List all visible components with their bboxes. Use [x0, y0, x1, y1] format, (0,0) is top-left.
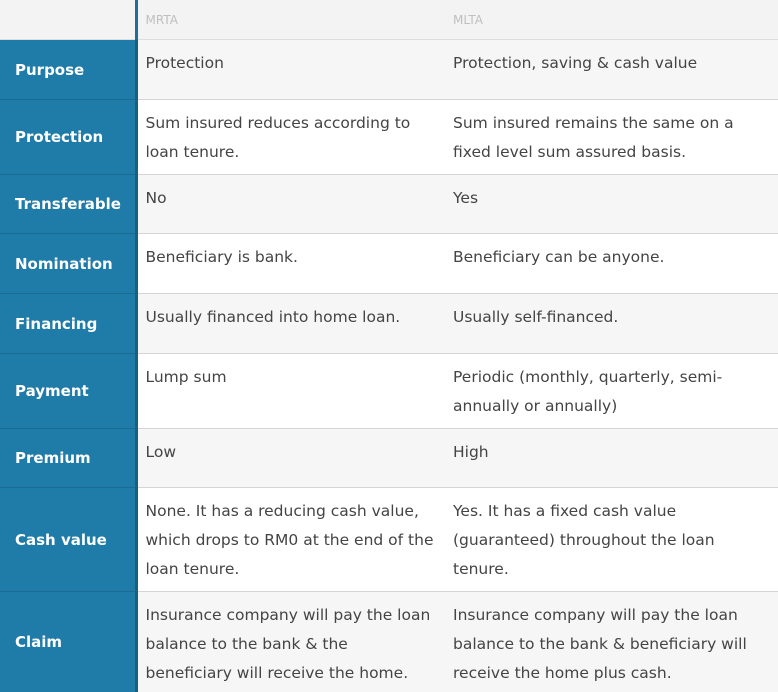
cell-mrta-premium: Low [136, 429, 445, 488]
table-row-claim [0, 592, 778, 692]
header-mlta: MLTA [445, 0, 778, 40]
table-row-cash-value [0, 488, 778, 592]
cell-mrta-cash-value: None. It has a reducing cash value, which drops to RM0 at the end of the loan tenure. [136, 488, 445, 592]
cell-mlta-transferable: Yes [445, 175, 778, 234]
cell-mlta-cash-value: Yes. It has a fixed cash value (guaranteed) throughout the loan tenure. [445, 488, 778, 592]
cell-mlta-claim: Insurance company will pay the loan balance to the bank & beneficiary will receive the home plus cash. [445, 592, 778, 692]
table-row-premium [0, 429, 778, 488]
cell-mrta-claim: Insurance company will pay the loan balance to the bank & the beneficiary will receive the home. [136, 592, 445, 692]
header-row [0, 0, 778, 40]
cell-mlta-payment: Periodic (monthly, quarterly, semi-annually or annually) [445, 354, 778, 429]
cell-mlta-financing: Usually self-financed. [445, 294, 778, 354]
row-label-financing: Financing [0, 294, 136, 354]
cell-mlta-premium: High [445, 429, 778, 488]
cell-mlta-protection: Sum insured remains the same on a fixed level sum assured basis. [445, 100, 778, 175]
cell-mrta-transferable: No [136, 175, 445, 234]
header-corner-cell [0, 0, 136, 40]
cell-mrta-protection: Sum insured reduces according to loan tenure. [136, 100, 445, 175]
table-row-payment [0, 354, 778, 429]
cell-mlta-purpose: Protection, saving & cash value [445, 40, 778, 100]
cell-mlta-nomination: Beneficiary can be anyone. [445, 234, 778, 294]
cell-mrta-payment: Lump sum [136, 354, 445, 429]
row-label-claim: Claim [0, 592, 136, 692]
table-row-purpose [0, 40, 778, 100]
header-mrta: MRTA [136, 0, 445, 40]
row-label-cash-value: Cash value [0, 488, 136, 592]
row-label-protection: Protection [0, 100, 136, 175]
cell-mrta-nomination: Beneficiary is bank. [136, 234, 445, 294]
table-row-transferable [0, 175, 778, 234]
row-label-purpose: Purpose [0, 40, 136, 100]
row-label-nomination: Nomination [0, 234, 136, 294]
row-label-payment: Payment [0, 354, 136, 429]
table-row-nomination [0, 234, 778, 294]
table-row-protection [0, 100, 778, 175]
cell-mrta-financing: Usually financed into home loan. [136, 294, 445, 354]
row-label-premium: Premium [0, 429, 136, 488]
cell-mrta-purpose: Protection [136, 40, 445, 100]
table-row-financing [0, 294, 778, 354]
row-label-transferable: Transferable [0, 175, 136, 234]
